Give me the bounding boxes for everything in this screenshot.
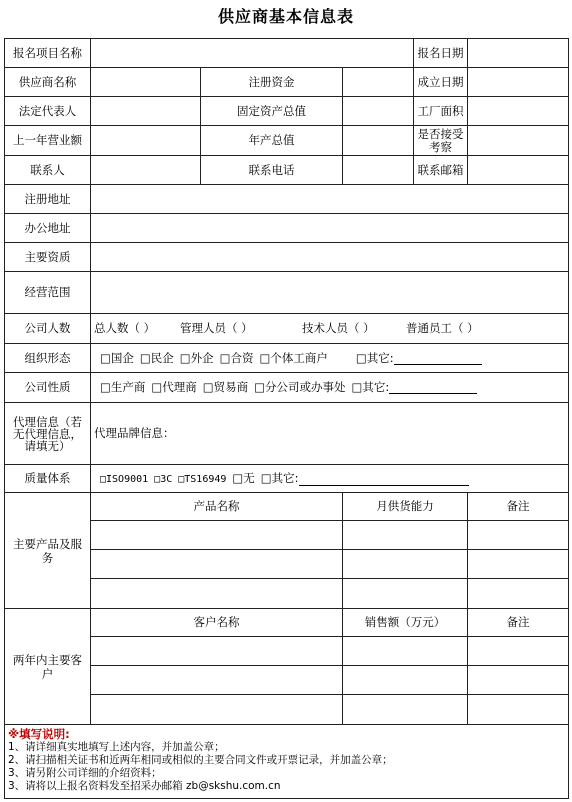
headcount-field[interactable] [91, 314, 569, 344]
nature-other-line[interactable] [389, 393, 477, 394]
headcount-label: 公司人数 [5, 314, 91, 344]
product-remarks-cell[interactable] [468, 550, 569, 579]
registered-capital-label: 注册资金 [201, 68, 343, 97]
legal-rep-label: 法定代表人 [5, 97, 91, 126]
customer-sales-cell[interactable] [343, 695, 468, 725]
quality-option-none[interactable]: □无 [232, 470, 255, 485]
quality-system-options [91, 465, 569, 493]
customer-remarks-cell[interactable] [468, 695, 569, 725]
main-customers-label: 两年内主要客户 [5, 609, 91, 725]
project-name-field[interactable] [91, 39, 414, 68]
headcount-technical: 技术人员（ ） [302, 321, 375, 335]
business-scope-field[interactable] [91, 272, 569, 314]
fixed-assets-field[interactable] [343, 97, 414, 126]
agency-info-label: 代理信息（若无代理信息，请填无） [5, 403, 91, 465]
customer-name-cell[interactable] [91, 666, 343, 695]
note-line-4: 3、请将以上报名资料发至招采办邮箱 zb@skshu.com.cn [8, 780, 281, 792]
nature-option-agent[interactable]: □代理商 [151, 380, 197, 394]
customers-header-name: 客户名称 [91, 609, 343, 637]
annual-output-field[interactable] [343, 126, 414, 156]
contact-phone-label: 联系电话 [201, 156, 343, 185]
supplier-name-field[interactable] [91, 68, 201, 97]
headcount-general: 普通员工（ ） [406, 321, 479, 335]
fixed-assets-label: 固定资产总值 [201, 97, 343, 126]
agency-info-field[interactable] [91, 403, 569, 465]
note-line-1: 1、请详细真实地填写上述内容，并加盖公章； [8, 741, 225, 753]
product-capacity-cell[interactable] [343, 579, 468, 609]
customer-remarks-cell[interactable] [468, 637, 569, 666]
customers-header-sales: 销售额（万元） [343, 609, 468, 637]
products-header-name: 产品名称 [91, 493, 343, 521]
customer-sales-cell[interactable] [343, 666, 468, 695]
org-option-joint[interactable]: □合资 [219, 350, 254, 365]
customer-name-cell[interactable] [91, 637, 343, 666]
business-scope-label: 经营范围 [5, 272, 91, 314]
quality-option-3c[interactable]: □3C [154, 473, 173, 485]
org-option-private[interactable]: □民企 [139, 350, 174, 365]
product-name-cell[interactable] [91, 550, 343, 579]
main-qualification-label: 主要资质 [5, 243, 91, 272]
org-other-line[interactable] [394, 364, 482, 365]
registered-capital-field[interactable] [343, 68, 414, 97]
headcount-management: 管理人员（ ） [180, 321, 253, 335]
main-qualification-field[interactable] [91, 243, 569, 272]
notes-title: ※填写说明: [8, 727, 70, 741]
last-year-revenue-label: 上一年营业额 [5, 126, 91, 156]
customer-remarks-cell[interactable] [468, 666, 569, 695]
org-option-state[interactable]: □国企 [100, 350, 134, 365]
quality-other-line[interactable] [299, 485, 469, 486]
org-option-foreign[interactable]: □外企 [179, 350, 214, 365]
product-remarks-cell[interactable] [468, 579, 569, 609]
product-remarks-cell[interactable] [468, 521, 569, 550]
signup-date-label: 报名日期 [414, 39, 468, 68]
factory-area-field[interactable] [468, 97, 569, 126]
established-date-label: 成立日期 [414, 68, 468, 97]
agency-brand-label: 代理品牌信息： [94, 426, 175, 440]
nature-option-manufacturer[interactable]: □生产商 [100, 380, 146, 394]
accept-inspection-field[interactable] [468, 126, 569, 156]
accept-inspection-label: 是否接受考察 [414, 126, 468, 156]
reg-address-label: 注册地址 [5, 185, 91, 214]
product-capacity-cell[interactable] [343, 550, 468, 579]
signup-date-field[interactable] [468, 39, 569, 68]
factory-area-label: 工厂面积 [414, 97, 468, 126]
customer-sales-cell[interactable] [343, 637, 468, 666]
products-header-capacity: 月供货能力 [343, 493, 468, 521]
company-nature-options [91, 373, 569, 403]
contact-email-label: 联系邮箱 [414, 156, 468, 185]
nature-option-other[interactable]: □其它: [351, 380, 390, 394]
supplier-name-label: 供应商名称 [5, 68, 91, 97]
headcount-total: 总人数（ ） [94, 321, 156, 335]
contact-person-label: 联系人 [5, 156, 91, 185]
office-address-field[interactable] [91, 214, 569, 243]
established-date-field[interactable] [468, 68, 569, 97]
last-year-revenue-field[interactable] [91, 126, 201, 156]
quality-option-iso9001[interactable]: □ISO9001 [100, 473, 149, 485]
org-option-other[interactable]: □其它: [355, 350, 394, 365]
nature-option-trader[interactable]: □贸易商 [202, 380, 249, 394]
company-nature-label: 公司性质 [5, 373, 91, 403]
customers-header-remarks: 备注 [468, 609, 569, 637]
legal-rep-field[interactable] [91, 97, 201, 126]
contact-phone-field[interactable] [343, 156, 414, 185]
product-name-cell[interactable] [91, 521, 343, 550]
quality-option-other[interactable]: □其它: [260, 470, 299, 485]
reg-address-field[interactable] [91, 185, 569, 214]
page-title: 供应商基本信息表 [217, 7, 354, 26]
annual-output-label: 年产总值 [201, 126, 343, 156]
contact-person-field[interactable] [91, 156, 201, 185]
office-address-label: 办公地址 [5, 214, 91, 243]
org-option-individual[interactable]: □个体工商户 [259, 350, 328, 365]
org-form-label: 组织形态 [5, 344, 91, 373]
products-header-remarks: 备注 [468, 493, 569, 521]
note-line-3: 3、请另附公司详细的介绍资料； [8, 767, 162, 779]
product-capacity-cell[interactable] [343, 521, 468, 550]
note-line-2: 2、请扫描相关证书和近两年相同或相似的主要合同文件或开票记录，并加盖公章； [8, 754, 393, 766]
quality-system-label: 质量体系 [5, 465, 91, 493]
nature-option-branch[interactable]: □分公司或办事处 [254, 380, 346, 394]
org-form-options [91, 344, 569, 373]
project-name-label: 报名项目名称 [5, 39, 91, 68]
notes-section [5, 725, 569, 799]
contact-email-field[interactable] [468, 156, 569, 185]
supplier-info-table [4, 38, 569, 799]
product-name-cell[interactable] [91, 579, 343, 609]
main-products-label: 主要产品及服务 [5, 493, 91, 609]
customer-name-cell[interactable] [91, 695, 343, 725]
quality-option-ts16949[interactable]: □TS16949 [178, 473, 227, 485]
